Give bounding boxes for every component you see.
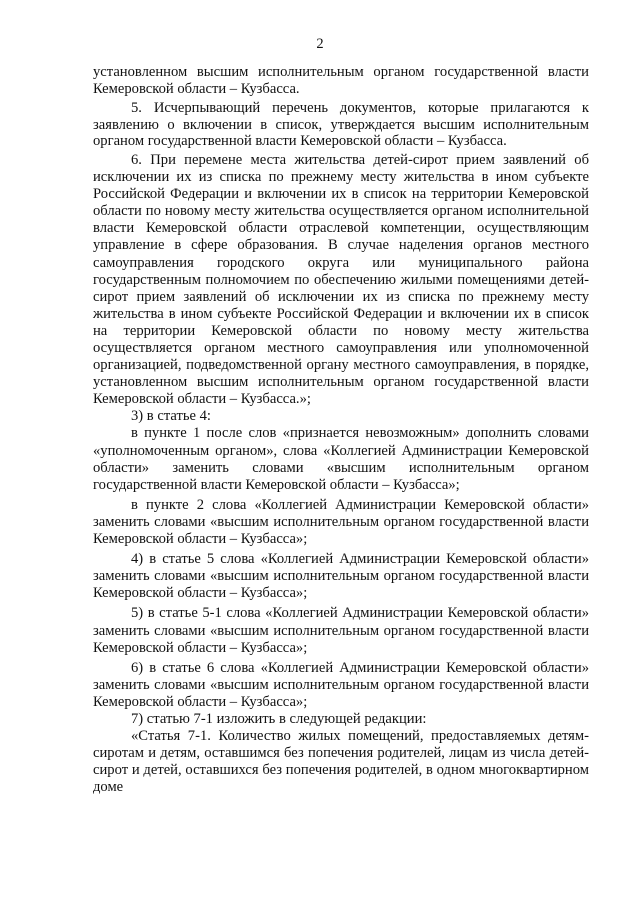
paragraph-amendment-3-point-2: в пункте 2 слова «Коллегией Администрации Кемеровской области» заменить словами «высшим исполнительным органом государственной власти Кемеровской области – Кузбасса»; <box>93 496 589 548</box>
paragraph-amendment-3: 3) в статье 4: <box>131 408 211 425</box>
paragraph-amendment-5: 5) в статье 5-1 слова «Коллегией Администрации Кемеровской области» заменить словами «высшим исполнительным органом государственной власти Кемеровской области – Кузбасса»; <box>93 605 589 656</box>
paragraph-item-6: 6. При перемене места жительства детей-сирот прием заявлений об исключении их из списка по прежнему месту жительства в ином субъекте Российской Федерации и включении их в список на территории Кемеровской области по новому месту жительства осуществляется органом исполнительной власти Кемеровской области отраслевой компетенции, осуществляющим управление в сфере образования. В случае наделения органов местного самоуправления городского округа или муниципального района государственным полномочием по обеспечению жилыми помещениями детей-сирот прием заявлений об исключении их из списка по прежнему месту жительства в ином субъекте Российской Федерации и включении их в список на территории Кемеровской области по новому месту жительства осуществляется органом местного самоуправления или уполномоченной организацией, подведомственной органу местного самоуправления, в порядке, установленном высшим исполнительным органом государственной власти Кемеровской области – Кузбасса.»; <box>93 151 589 408</box>
paragraph-amendment-4: 4) в статье 5 слова «Коллегией Администрации Кемеровской области» заменить словами «высшим исполнительным органом государственной власти Кемеровской области – Кузбасса»; <box>93 551 589 602</box>
paragraph-amendment-3-point-1: в пункте 1 после слов «признается невозможным» дополнить словами «уполномоченным органом», слова «Коллегией Администрации Кемеровской области» заменить словами «высшим исполнительным органом государственной власти Кемеровской области – Кузбасса»; <box>93 425 589 493</box>
paragraph-article-7-1: «Статья 7-1. Количество жилых помещений, предоставляемых детям-сиротам и детям, оставшимся без попечения родителей, лицам из числа детей-сирот и детей, оставшихся без попечения родителей, в одном многоквартирном доме <box>93 728 589 796</box>
document-body <box>93 64 589 796</box>
paragraph-item-5: 5. Исчерпывающий перечень документов, которые прилагаются к заявлению о включении в список, утверждается высшим исполнительным органом государственной власти Кемеровской области – Кузбасса. <box>93 100 589 150</box>
paragraph-continuation: установленном высшим исполнительным органом государственной власти Кемеровской области – Кузбасса. <box>93 64 589 98</box>
page-number: 2 <box>316 36 324 52</box>
paragraph-amendment-7: 7) статью 7-1 изложить в следующей редакции: <box>131 710 427 727</box>
paragraph-amendment-6: 6) в статье 6 слова «Коллегией Администрации Кемеровской области» заменить словами «высшим исполнительным органом государственной власти Кемеровской области – Кузбасса»; <box>93 659 589 710</box>
